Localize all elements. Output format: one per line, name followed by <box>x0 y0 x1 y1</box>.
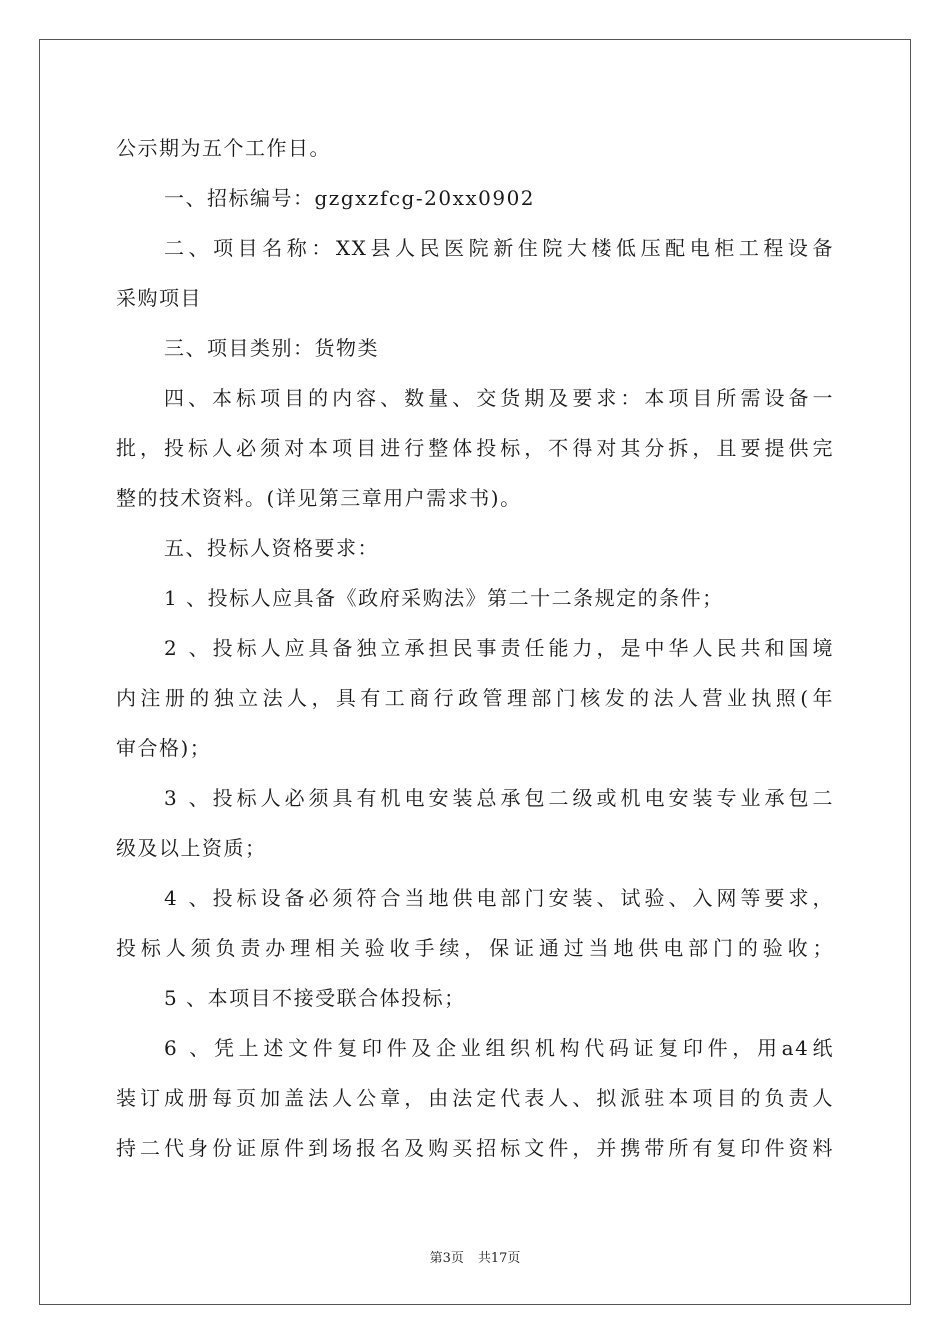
total-pages: 共17页 <box>477 1251 521 1266</box>
paragraph-line: 三、项目类别：货物类 <box>164 336 379 360</box>
page-footer <box>0 1247 950 1266</box>
paragraph-line: 2 、投标人应具备独立承担民事责任能力，是中华人民共和国境 <box>164 636 834 660</box>
paragraph-line: 6 、凭上述文件复印件及企业组织机构代码证复印件，用a4纸 <box>164 1036 834 1060</box>
page-number: 第3页 <box>429 1251 464 1266</box>
paragraph-line: 审合格)； <box>116 736 212 760</box>
paragraph-line: 级及以上资质； <box>116 836 267 860</box>
paragraph-line: 一、招标编号：gzgxzfcg-20xx0902 <box>164 186 536 210</box>
paragraph-line: 整的技术资料。(详见第三章用户需求书)。 <box>116 486 522 510</box>
paragraph-line: 内注册的独立法人，具有工商行政管理部门核发的法人营业执照(年 <box>116 686 834 710</box>
paragraph-line: 4 、投标设备必须符合当地供电部门安装、试验、入网等要求， <box>164 886 834 910</box>
paragraph-line: 批，投标人必须对本项目进行整体投标，不得对其分拆，且要提供完 <box>116 436 834 460</box>
paragraph-line: 装订成册每页加盖法人公章，由法定代表人、拟派驻本项目的负责人 <box>116 1086 834 1110</box>
paragraph-line: 5 、本项目不接受联合体投标； <box>164 986 466 1010</box>
paragraph-line: 公示期为五个工作日。 <box>116 136 331 160</box>
document-body <box>116 129 834 1179</box>
paragraph-line: 采购项目 <box>116 286 202 310</box>
paragraph-line: 四、本标项目的内容、数量、交货期及要求：本项目所需设备一 <box>164 386 834 410</box>
paragraph-line: 1 、投标人应具备《政府采购法》第二十二条规定的条件； <box>164 586 724 610</box>
paragraph-line: 五、投标人资格要求： <box>164 536 379 560</box>
paragraph-line: 投标人须负责办理相关验收手续，保证通过当地供电部门的验收； <box>116 936 834 960</box>
paragraph-line: 3 、投标人必须具有机电安装总承包二级或机电安装专业承包二 <box>164 786 834 810</box>
paragraph-line: 持二代身份证原件到场报名及购买招标文件，并携带所有复印件资料 <box>116 1136 834 1160</box>
paragraph-line: 二、项目名称：XX县人民医院新住院大楼低压配电柜工程设备 <box>164 236 834 260</box>
